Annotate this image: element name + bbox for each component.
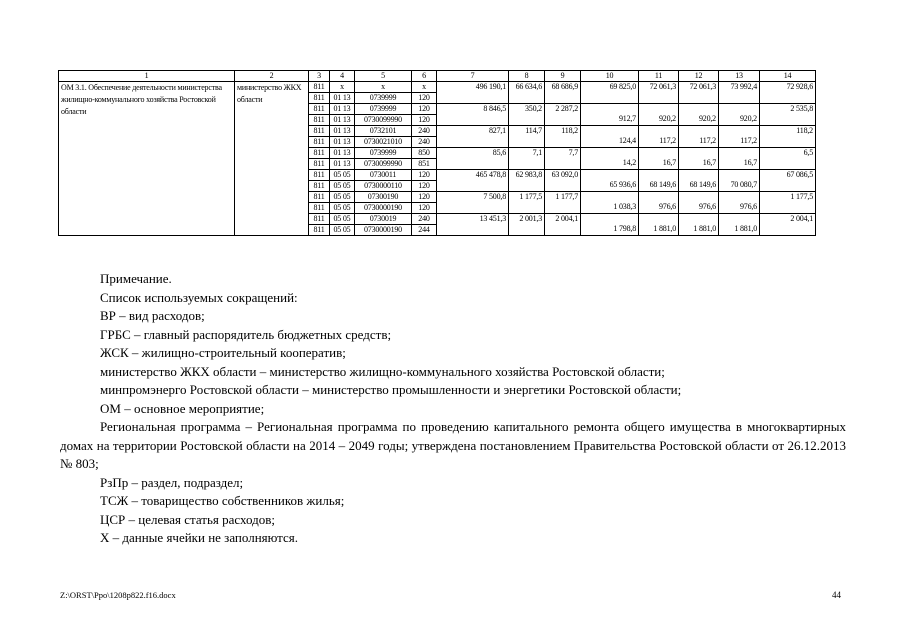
code-cell: 05 05: [330, 181, 355, 192]
value-upper: [583, 192, 636, 202]
table-header-row: [59, 71, 816, 82]
value-lower: 68 149,6: [689, 180, 716, 189]
note-line: РзПр – раздел, подраздел;: [100, 474, 244, 490]
value-lower: 14,2: [622, 158, 636, 167]
value-lower: 976,6: [658, 202, 676, 211]
note-line: минпромэнерго Ростовской области – министерство промышленности и энергетики Ростовской области;: [100, 382, 682, 397]
value-cell: [509, 170, 545, 192]
value-cell: [760, 82, 816, 104]
value-cell: [437, 82, 509, 104]
value-cell: [760, 192, 816, 214]
value-lower: [511, 180, 542, 190]
value-cell: [437, 148, 509, 170]
value-cell: [509, 192, 545, 214]
code-cell: 0730000190: [355, 203, 412, 214]
value-upper: [721, 126, 757, 136]
budget-table: [58, 70, 816, 236]
code-cell: x: [355, 82, 412, 93]
value-lower: 976,6: [739, 202, 757, 211]
value-cell: [760, 148, 816, 170]
code-cell: 811: [309, 170, 330, 181]
value-lower: 1 798,8: [613, 224, 636, 233]
value-cell: [509, 82, 545, 104]
notes-section: [60, 270, 846, 548]
code-cell: 244: [412, 225, 437, 236]
value-cell: [719, 148, 760, 170]
value-upper: 2 287,2: [555, 104, 578, 113]
value-cell: [719, 170, 760, 192]
value-upper: 69 825,0: [609, 82, 636, 91]
code-cell: 05 05: [330, 225, 355, 236]
value-cell: [719, 82, 760, 104]
executor-cell: министерство ЖКХ области: [235, 82, 309, 236]
value-cell: [719, 214, 760, 236]
value-cell: [437, 104, 509, 126]
value-lower: 912,7: [618, 114, 636, 123]
value-upper: [583, 148, 636, 158]
value-cell: [679, 214, 719, 236]
value-lower: [762, 136, 813, 146]
note-line: министерство ЖКХ области – министерство жилищно-коммунального хозяйства Ростовской области;: [100, 363, 665, 379]
value-cell: [545, 126, 581, 148]
code-cell: 240: [412, 214, 437, 225]
value-cell: [760, 126, 816, 148]
note-line: ГРБС – главный распорядитель бюджетных средств;: [100, 326, 392, 342]
code-cell: x: [330, 82, 355, 93]
value-cell: [679, 126, 719, 148]
value-cell: [581, 148, 639, 170]
value-upper: [583, 104, 636, 114]
value-upper: [583, 214, 636, 224]
value-upper: 2 004,1: [790, 214, 813, 223]
column-header: 10: [581, 71, 639, 82]
value-upper: 2 001,3: [519, 214, 542, 223]
value-lower: [721, 92, 757, 102]
value-lower: [547, 158, 578, 168]
code-cell: 01 13: [330, 159, 355, 170]
value-cell: [581, 170, 639, 192]
code-cell: 0732101: [355, 126, 412, 137]
table-row: [59, 82, 816, 93]
value-lower: [547, 92, 578, 102]
code-cell: 811: [309, 137, 330, 148]
value-upper: 1 177,5: [519, 192, 542, 201]
value-cell: [509, 104, 545, 126]
column-header: 4: [330, 71, 355, 82]
note-line: ЖСК – жилищно-строительный кооператив;: [100, 345, 346, 360]
column-header: 6: [412, 71, 437, 82]
value-cell: [545, 148, 581, 170]
value-cell: [437, 214, 509, 236]
code-cell: 240: [412, 137, 437, 148]
value-upper: 62 983,8: [515, 170, 542, 179]
code-cell: 811: [309, 115, 330, 126]
code-cell: 0739999: [355, 104, 412, 115]
value-lower: 16,7: [662, 158, 676, 167]
value-lower: [547, 202, 578, 212]
note-line: ТСЖ – товарищество собственников жилья;: [100, 493, 345, 508]
column-header: 1: [59, 71, 235, 82]
value-lower: 920,2: [698, 114, 716, 123]
code-cell: 850: [412, 148, 437, 159]
column-header: 5: [355, 71, 412, 82]
code-cell: 811: [309, 181, 330, 192]
om-label-cell: ОМ 3.1. Обеспечение деятельности министерства жилищно-коммунального хозяйства Ростовской области: [59, 82, 235, 236]
code-cell: 811: [309, 148, 330, 159]
value-lower: 1 881,0: [653, 224, 676, 233]
value-upper: 2 535,8: [790, 104, 813, 113]
value-upper: 118,2: [796, 126, 813, 135]
value-lower: 920,2: [739, 114, 757, 123]
note-line: Региональная программа – Региональная программа по проведению капитального ремонта общего имущества в многоквартирных домах на территории Ростовской области на 2014 – 2049 годы; утверждена постановлением Правительства Ростовской области от 26.12.2013 № 803;: [60, 419, 846, 471]
note-line: Х – данные ячейки не заполняются.: [100, 530, 299, 545]
value-lower: [511, 224, 542, 234]
code-cell: 0730000110: [355, 181, 412, 192]
value-upper: [721, 192, 757, 202]
value-lower: [762, 202, 813, 212]
value-upper: 85,6: [492, 148, 506, 157]
code-cell: 811: [309, 93, 330, 104]
value-cell: [545, 192, 581, 214]
value-lower: [762, 92, 813, 102]
value-upper: 66 634,6: [515, 82, 542, 91]
column-header: 3: [309, 71, 330, 82]
code-cell: 811: [309, 192, 330, 203]
value-cell: [679, 104, 719, 126]
column-header: 13: [719, 71, 760, 82]
value-upper: [641, 104, 676, 114]
value-lower: 1 038,3: [613, 202, 636, 211]
value-lower: [439, 114, 506, 124]
code-cell: 120: [412, 93, 437, 104]
value-upper: [681, 214, 716, 224]
value-lower: [439, 224, 506, 234]
value-lower: 70 080,7: [730, 180, 757, 189]
value-lower: 16,7: [702, 158, 716, 167]
value-cell: [581, 82, 639, 104]
value-lower: [762, 158, 813, 168]
value-upper: 114,7: [525, 126, 542, 135]
value-lower: [547, 224, 578, 234]
code-cell: 01 13: [330, 93, 355, 104]
code-cell: 851: [412, 159, 437, 170]
code-cell: 811: [309, 126, 330, 137]
value-upper: 496 190,1: [475, 82, 506, 91]
value-cell: [639, 192, 679, 214]
value-cell: [437, 170, 509, 192]
column-header: 11: [639, 71, 679, 82]
code-cell: 01 13: [330, 126, 355, 137]
code-cell: 811: [309, 104, 330, 115]
value-cell: [509, 214, 545, 236]
value-lower: [511, 136, 542, 146]
value-lower: [439, 202, 506, 212]
value-upper: [681, 192, 716, 202]
value-upper: 6,5: [803, 148, 813, 157]
value-cell: [639, 148, 679, 170]
value-cell: [719, 192, 760, 214]
value-upper: 68 686,9: [551, 82, 578, 91]
code-cell: 05 05: [330, 170, 355, 181]
value-upper: [681, 104, 716, 114]
value-upper: 7,1: [532, 148, 542, 157]
value-cell: [437, 126, 509, 148]
value-lower: [681, 92, 716, 102]
value-lower: 117,2: [659, 136, 676, 145]
value-lower: [583, 92, 636, 102]
value-cell: [545, 170, 581, 192]
value-cell: [639, 214, 679, 236]
code-cell: 0730000190: [355, 225, 412, 236]
value-cell: [639, 126, 679, 148]
value-upper: [641, 126, 676, 136]
value-upper: [721, 170, 757, 180]
value-lower: [511, 158, 542, 168]
value-upper: [641, 170, 676, 180]
value-lower: [762, 180, 813, 190]
note-line: ВР – вид расходов;: [100, 308, 205, 323]
value-upper: [583, 126, 636, 136]
value-lower: 1 881,0: [734, 224, 757, 233]
value-lower: 65 936,6: [609, 180, 636, 189]
value-lower: [439, 136, 506, 146]
value-upper: 1 177,5: [790, 192, 813, 201]
value-lower: [511, 202, 542, 212]
value-lower: [547, 180, 578, 190]
column-header: 12: [679, 71, 719, 82]
value-upper: 1 177,7: [555, 192, 578, 201]
value-upper: 350,2: [524, 104, 542, 113]
code-cell: 120: [412, 192, 437, 203]
value-cell: [581, 104, 639, 126]
value-lower: [762, 224, 813, 234]
value-cell: [760, 214, 816, 236]
value-cell: [581, 126, 639, 148]
value-upper: [681, 126, 716, 136]
value-lower: [641, 92, 676, 102]
value-cell: [719, 104, 760, 126]
value-lower: [439, 92, 506, 102]
code-cell: 05 05: [330, 192, 355, 203]
code-cell: 0730099990: [355, 159, 412, 170]
value-upper: [681, 148, 716, 158]
column-header: 2: [235, 71, 309, 82]
value-upper: [721, 148, 757, 158]
value-lower: 16,7: [743, 158, 757, 167]
value-lower: [511, 114, 542, 124]
value-cell: [760, 104, 816, 126]
code-cell: 05 05: [330, 203, 355, 214]
value-cell: [679, 192, 719, 214]
value-upper: 2 004,1: [555, 214, 578, 223]
code-cell: 811: [309, 82, 330, 93]
code-cell: 811: [309, 225, 330, 236]
code-cell: 240: [412, 126, 437, 137]
value-lower: 117,2: [740, 136, 757, 145]
value-upper: [641, 148, 676, 158]
value-upper: 8 846,5: [483, 104, 506, 113]
code-cell: 0739999: [355, 148, 412, 159]
value-cell: [545, 82, 581, 104]
column-header: 8: [509, 71, 545, 82]
code-cell: 01 13: [330, 137, 355, 148]
value-cell: [639, 104, 679, 126]
note-line: Список используемых сокращений:: [100, 289, 298, 305]
code-cell: 07300190: [355, 192, 412, 203]
code-cell: 0739999: [355, 93, 412, 104]
code-cell: 120: [412, 115, 437, 126]
value-upper: [681, 170, 716, 180]
value-cell: [679, 82, 719, 104]
column-header: 7: [437, 71, 509, 82]
code-cell: 01 13: [330, 104, 355, 115]
value-cell: [581, 214, 639, 236]
value-cell: [679, 148, 719, 170]
value-lower: [547, 136, 578, 146]
value-upper: 465 478,8: [475, 170, 506, 179]
code-cell: 05 05: [330, 214, 355, 225]
value-lower: [439, 180, 506, 190]
value-lower: 117,2: [699, 136, 716, 145]
value-cell: [509, 126, 545, 148]
value-lower: [547, 114, 578, 124]
column-header: 14: [760, 71, 816, 82]
value-upper: 13 451,3: [479, 214, 506, 223]
code-cell: 0730021010: [355, 137, 412, 148]
value-upper: 72 061,3: [649, 82, 676, 91]
value-upper: 72 061,3: [689, 82, 716, 91]
code-cell: 120: [412, 181, 437, 192]
code-cell: 811: [309, 159, 330, 170]
value-upper: [721, 214, 757, 224]
value-upper: 73 992,4: [730, 82, 757, 91]
value-cell: [545, 104, 581, 126]
column-header: 9: [545, 71, 581, 82]
value-upper: 67 086,5: [786, 170, 813, 179]
value-upper: 827,1: [488, 126, 506, 135]
value-cell: [545, 214, 581, 236]
value-cell: [679, 170, 719, 192]
value-cell: [639, 82, 679, 104]
value-lower: 920,2: [658, 114, 676, 123]
code-cell: 0730011: [355, 170, 412, 181]
code-cell: 120: [412, 203, 437, 214]
value-upper: 7 500,8: [483, 192, 506, 201]
code-cell: 0730099990: [355, 115, 412, 126]
code-cell: x: [412, 82, 437, 93]
value-upper: 63 092,0: [551, 170, 578, 179]
code-cell: 811: [309, 214, 330, 225]
value-upper: [641, 214, 676, 224]
code-cell: 120: [412, 170, 437, 181]
note-line: ОМ – основное мероприятие;: [100, 400, 265, 416]
value-upper: [583, 170, 636, 180]
page-number: 44: [832, 590, 841, 600]
footer-file-path: Z:\ORST\Ppo\1208p822.f16.docx: [60, 590, 176, 600]
notes-heading: Примечание.: [100, 271, 172, 286]
value-cell: [581, 192, 639, 214]
code-cell: 811: [309, 203, 330, 214]
code-cell: 01 13: [330, 148, 355, 159]
value-lower: [762, 114, 813, 124]
code-cell: 120: [412, 104, 437, 115]
value-lower: [439, 158, 506, 168]
value-upper: 72 928,6: [786, 82, 813, 91]
value-lower: 68 149,6: [649, 180, 676, 189]
value-lower: 976,6: [698, 202, 716, 211]
value-cell: [639, 170, 679, 192]
note-line: ЦСР – целевая статья расходов;: [100, 511, 275, 527]
value-cell: [509, 148, 545, 170]
value-upper: 118,2: [561, 126, 578, 135]
value-lower: 1 881,0: [693, 224, 716, 233]
value-upper: [721, 104, 757, 114]
value-cell: [760, 170, 816, 192]
value-upper: [641, 192, 676, 202]
value-lower: [511, 92, 542, 102]
value-cell: [719, 126, 760, 148]
code-cell: 0730019: [355, 214, 412, 225]
value-lower: 124,4: [618, 136, 636, 145]
value-cell: [437, 192, 509, 214]
code-cell: 01 13: [330, 115, 355, 126]
value-upper: 7,7: [568, 148, 578, 157]
